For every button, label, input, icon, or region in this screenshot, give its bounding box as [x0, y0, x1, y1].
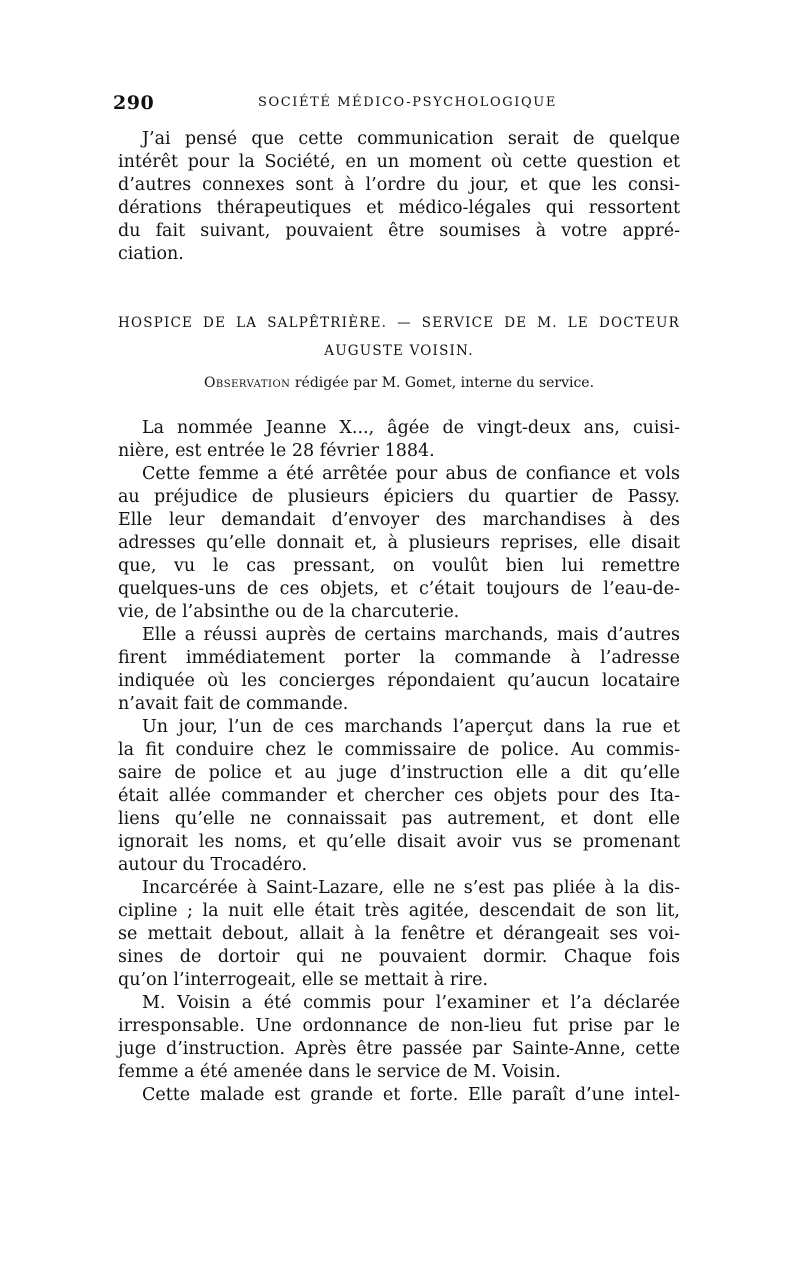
body-line: n’avait fait de commande. — [118, 694, 349, 714]
body-line: vie, de l’absinthe ou de la charcuterie. — [118, 602, 460, 622]
body-line: M. Voisin a été commis pour l’examiner et l’a déclarée — [142, 993, 680, 1013]
observation-note — [118, 375, 680, 391]
body-line: la fit conduire chez le commissaire de police. Au commis- — [118, 740, 680, 760]
intro-line: J’ai pensé que cette communication serait de quelque — [142, 129, 680, 149]
intro-line: du fait suivant, pouvaient être soumises à votre appré- — [118, 221, 680, 241]
intro-line: intérêt pour la Société, en un moment où cette question et — [118, 152, 680, 172]
body-line: que, vu le cas pressant, on voulût bien lui remettre — [118, 556, 680, 576]
body-line: La nommée Jeanne X..., âgée de vingt-deux ans, cuisi- — [142, 418, 680, 438]
body-line: saire de police et au juge d’instruction elle a dit qu’elle — [118, 763, 680, 783]
body-line: femme a été amenée dans le service de M. Voisin. — [118, 1062, 561, 1082]
running-head — [113, 92, 685, 114]
intro-line: d’autres connexes sont à l’ordre du jour, et que les consi- — [118, 175, 680, 195]
intro-paragraph — [118, 128, 680, 266]
body-line: Elle leur demandait d’envoyer des marchandises à des — [118, 510, 680, 530]
body-line: Cette malade est grande et forte. Elle paraît d’une intel- — [142, 1085, 680, 1105]
section-heading-line-1: HOSPICE DE LA SALPÊTRIÈRE. — SERVICE DE M. LE DOCTEUR — [118, 315, 680, 331]
body-line: adresses qu’elle donnait et, à plusieurs reprises, elle disait — [118, 533, 680, 553]
running-title: SOCIÉTÉ MÉDICO-PSYCHOLOGIQUE — [258, 95, 557, 110]
intro-line: ciation. — [118, 244, 184, 264]
body-line: ignorait les noms, et qu’elle disait avoir vus se promenant — [118, 832, 680, 852]
body-line: sines de dortoir qui ne pouvaient dormir. Chaque fois — [118, 947, 680, 967]
body-line: était allée commander et chercher ces objets pour des Ita- — [118, 786, 680, 806]
observation-text: rédigée par M. Gomet, interne du service. — [290, 375, 595, 391]
body-line: nière, est entrée le 28 février 1884. — [118, 441, 435, 461]
page-number: 290 — [113, 92, 155, 114]
body-line: Elle a réussi auprès de certains marchands, mais d’autres — [142, 625, 680, 645]
case-body — [118, 417, 680, 1107]
body-line: liens qu’elle ne connaissait pas autrement, et dont elle — [118, 809, 680, 829]
body-line: Un jour, l’un de ces marchands l’aperçut dans la rue et — [142, 717, 680, 737]
body-line: quelques-uns de ces objets, et c’était toujours de l’eau-de- — [118, 579, 680, 599]
body-line: Cette femme a été arrêtée pour abus de confiance et vols — [142, 464, 680, 484]
body-line: Incarcérée à Saint-Lazare, elle ne s’est pas pliée à la dis- — [142, 878, 680, 898]
body-line: juge d’instruction. Après être passée par Sainte-Anne, cette — [118, 1039, 680, 1059]
body-line: au préjudice de plusieurs épiciers du quartier de Passy. — [118, 487, 680, 507]
body-line: se mettait debout, allait à la fenêtre et dérangeait ses voi- — [118, 924, 680, 944]
body-line: cipline ; la nuit elle était très agitée, descendait de son lit, — [118, 901, 680, 921]
observation-label: Observation — [203, 375, 291, 391]
body-line: indiquée où les concierges répondaient qu’aucun locataire — [118, 671, 680, 691]
body-line: autour du Trocadéro. — [118, 855, 308, 875]
body-line: firent immédiatement porter la commande à l’adresse — [118, 648, 680, 668]
body-line: irresponsable. Une ordonnance de non-lieu fut prise par le — [118, 1016, 680, 1036]
intro-line: dérations thérapeutiques et médico-légales qui ressortent — [118, 198, 680, 218]
section-heading-line-2: AUGUSTE VOISIN. — [324, 343, 474, 359]
body-line: qu’on l’interrogeait, elle se mettait à rire. — [118, 970, 489, 990]
